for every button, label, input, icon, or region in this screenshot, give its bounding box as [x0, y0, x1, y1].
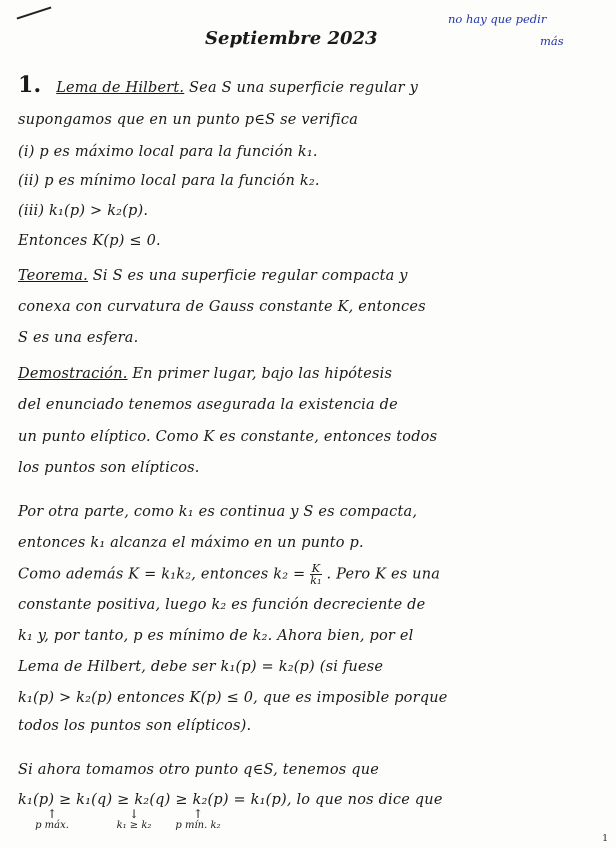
lemma-item3: (iii) k₁(p) > k₂(p). [18, 203, 149, 219]
lemma-text-1: Sea S una superficie regular y [189, 80, 418, 96]
proof-p2-line2: entonces k₁ alcanza el máximo en un punto p. [18, 535, 364, 551]
annotation-p-min [168, 808, 228, 831]
lemma-conclusion: Entonces K(p) ≤ 0. [18, 233, 161, 249]
pen-stroke-mark [17, 6, 52, 19]
proof-p3-line2: k₁(p) ≥ k₁(q) ≥ k₂(q) ≥ k₂(p) = k₁(p), lo que nos dice que [18, 792, 443, 808]
margin-note-line2: más [540, 34, 564, 48]
proof-p2-line3b: . Pero K es una [326, 566, 441, 583]
proof-p2-line6: Lema de Hilbert, debe ser k₁(p) = k₂(p) (si fuese [18, 659, 384, 675]
lemma-line2: supongamos que en un punto p∈S se verifica [18, 112, 359, 128]
proof-p2-line4: constante positiva, luego k₂ es función decreciente de [18, 597, 426, 613]
fraction-k-over-k1 [310, 563, 321, 586]
proof-line3: un punto elíptico. Como K es constante, entonces todos [18, 429, 438, 445]
margin-note-line1: no hay que pedir [448, 12, 547, 26]
proof-heading: Demostración. [18, 366, 128, 382]
annotation-p-min-text: p mín. k₂ [175, 820, 221, 831]
proof-text-1: En primer lugar, bajo las hipótesis [132, 366, 393, 382]
theorem-heading: Teorema. [18, 268, 88, 284]
proof-p2-line8: todos los puntos son elípticos). [18, 718, 252, 734]
annotation-p-max [22, 808, 82, 831]
down-arrow-icon: ↓ [128, 807, 140, 821]
theorem-text-1: Si S es una superficie regular compacta y [92, 268, 408, 284]
page-corner-mark: 1 [602, 834, 608, 844]
theorem-line1 [18, 267, 598, 285]
theorem-line2: conexa con curvatura de Gauss constante K, entonces [18, 299, 426, 315]
lemma-heading: Lema de Hilbert. [56, 80, 185, 96]
page-title: Septiembre 2023 [205, 28, 378, 49]
proof-line2: del enunciado tenemos asegurada la existencia de [18, 397, 398, 413]
fraction-denominator: k₁ [310, 574, 322, 587]
problem-number: 1. [18, 72, 42, 98]
proof-p2-line3 [18, 563, 598, 586]
up-arrow-icon: ↑ [192, 807, 204, 821]
proof-line1 [18, 365, 598, 383]
up-arrow-icon: ↑ [46, 807, 58, 821]
proof-line4: los puntos son elípticos. [18, 460, 200, 476]
lemma-item1: (i) p es máximo local para la función k₁. [18, 144, 318, 160]
annotation-k1-ge-k2-text: k₁ ≥ k₂ [116, 820, 152, 831]
annotation-p-max-text: p máx. [35, 820, 69, 831]
proof-p2-line5: k₁ y, por tanto, p es mínimo de k₂. Ahora bien, por el [18, 628, 414, 644]
proof-p3-line1: Si ahora tomamos otro punto q∈S, tenemos que [18, 762, 380, 778]
proof-p2-line3a: Como además K = k₁k₂, entonces k₂ = [18, 566, 306, 583]
proof-p2-line7: k₁(p) > k₂(p) entonces K(p) ≤ 0, que es imposible porque [18, 690, 448, 706]
lemma-line1 [18, 72, 598, 98]
annotation-k1-ge-k2 [104, 808, 164, 831]
proof-p2-line1: Por otra parte, como k₁ es continua y S es compacta, [18, 504, 418, 520]
lemma-item2: (ii) p es mínimo local para la función k₂. [18, 173, 320, 189]
theorem-line3: S es una esfera. [18, 330, 139, 346]
fraction-numerator: K [311, 562, 321, 575]
